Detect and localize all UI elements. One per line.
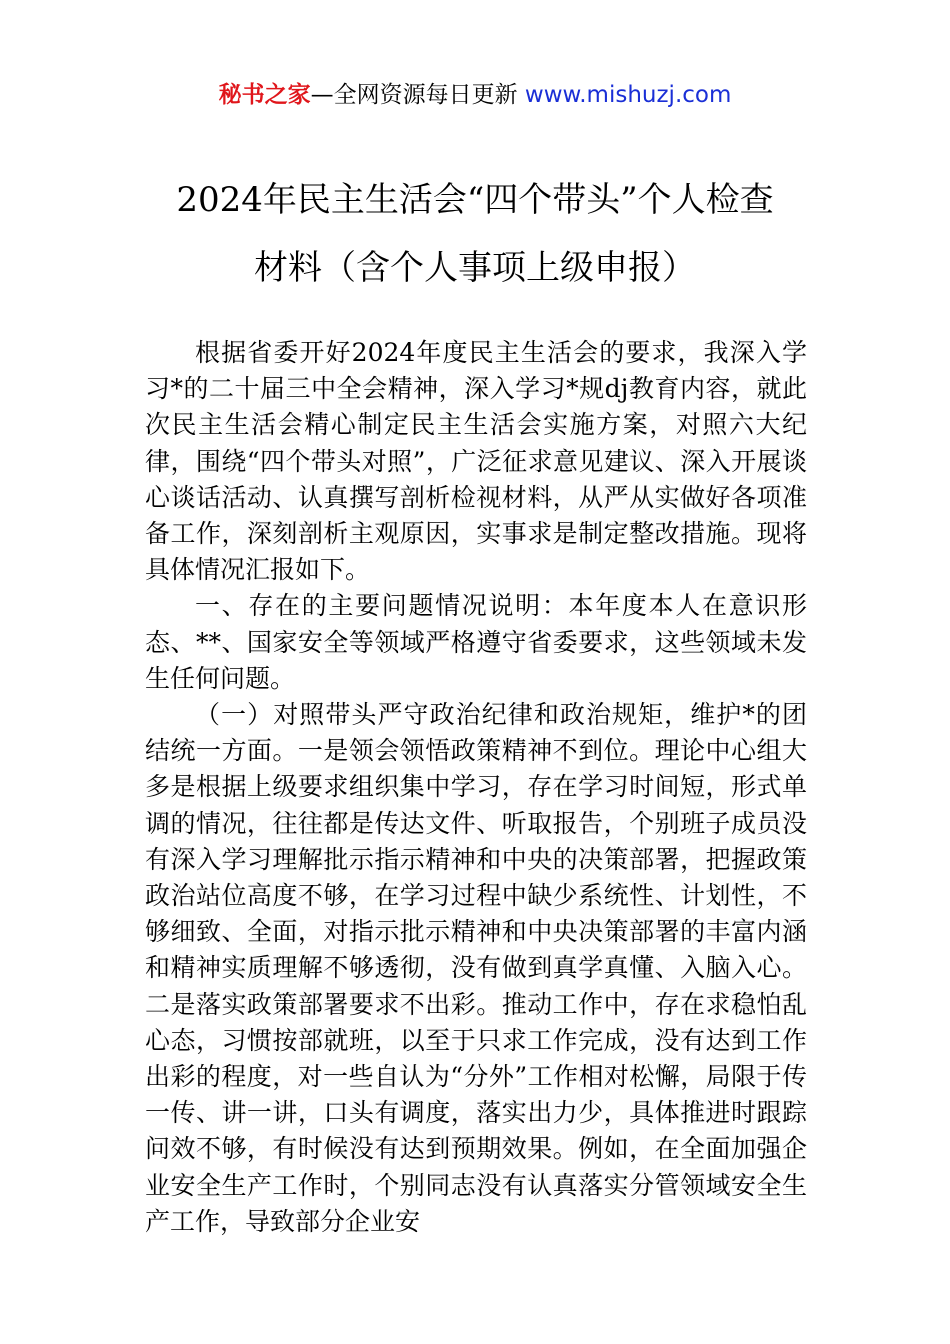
document-title [60, 166, 890, 302]
paragraph-subsection-one: （一）对照带头严守政治纪律和政治规矩，维护*的团结统一方面。一是领会领悟政策精神不到位。理论中心组大多是根据上级要求组织集中学习，存在学习时间短，形式单调的情况，往往都是传达文件、听取报告，个别班子成员没有深入学习理解批示指示精神和中央的决策部署，把握政策政治站位高度不够，在学习过程中缺少系统性、计划性，不够细致、全面，对指示批示精神和中央决策部署的丰富内涵和精神实质理解不够透彻，没有做到真学真懂、入脑入心。二是落实政策部署要求不出彩。推动工作中，存在求稳怕乱心态，习惯按部就班，以至于只求工作完成，没有达到工作出彩的程度，对一些自认为“分外”工作相对松懈，局限于传一传、讲一讲，口头有调度，落实出力少，具体推进时跟踪问效不够，有时候没有达到预期效果。例如，在全面加强企业安全生产工作时，个别同志没有认真落实分管领域安全生产工作，导致部分企业安 [145, 700, 807, 1236]
document-body [145, 335, 807, 1240]
site-header [0, 78, 950, 112]
site-brand: 秘书之家 [218, 82, 311, 108]
site-url-link[interactable]: www.mishuzj.com [524, 82, 732, 108]
site-slogan: —全网资源每日更新 [310, 82, 525, 108]
paragraph-section-one: 一、存在的主要问题情况说明：本年度本人在意识形态、**、国家安全等领域严格遵守省委要求，这些领域未发生任何问题。 [145, 591, 807, 693]
paragraph-intro: 根据省委开好2024年度民主生活会的要求，我深入学习*的二十届三中全会精神，深入学习*规dj教育内容，就此次民主生活会精心制定民主生活会实施方案，对照六大纪律，围绕“四个带头对照”，广泛征求意见建议、深入开展谈心谈话活动、认真撰写剖析检视材料，从严从实做好各项准备工作，深刻剖析主观原因，实事求是制定整改措施。现将具体情况汇报如下。 [145, 338, 807, 585]
title-line-1: 2024年民主生活会“四个带头”个人检查 [176, 180, 774, 220]
title-line-2: 材料（含个人事项上级申报） [254, 248, 696, 288]
